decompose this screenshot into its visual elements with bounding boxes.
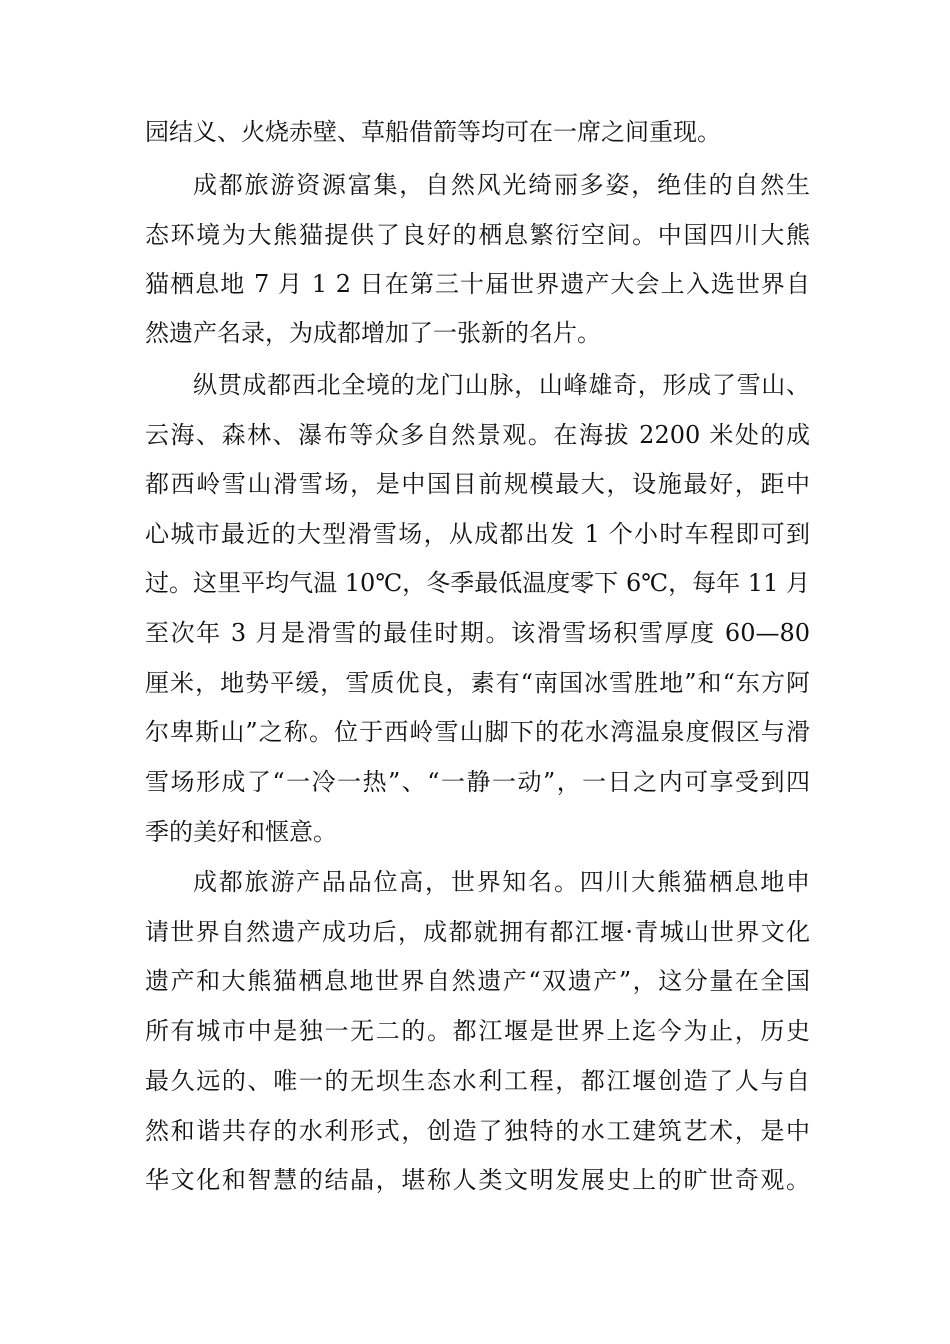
text-line: 雪场形成了“一冷一热”、“一静一动”，一日之内可享受到四 <box>145 768 810 796</box>
text-line: 猫栖息地 7 月 1 2 日在第三十届世界遗产大会上入选世界自 <box>145 270 810 298</box>
text-line: 然和谐共存的水利形式，创造了独特的水工建筑艺术，是中 <box>145 1117 810 1145</box>
text-line: 遗产和大熊猫栖息地世界自然遗产“双遗产”，这分量在全国 <box>145 967 810 995</box>
text-line: 最久远的、唯一的无坝生态水利工程，都江堰创造了人与自 <box>145 1067 810 1095</box>
text-line: 园结义、火烧赤壁、草船借箭等均可在一席之间重现。 <box>145 118 721 146</box>
paragraph-first-line: 纵贯成都西北全境的龙门山脉，山峰雄奇，形成了雪山、 <box>193 371 810 399</box>
paragraph-first-line: 成都旅游产品品位高，世界知名。四川大熊猫栖息地申 <box>193 868 810 896</box>
text-line: 尔卑斯山”之称。位于西岭雪山脚下的花水湾温泉度假区与滑 <box>145 718 810 746</box>
text-line: 华文化和智慧的结晶，堪称人类文明发展史上的旷世奇观。 <box>145 1166 810 1194</box>
text-line: 然遗产名录，为成都增加了一张新的名片。 <box>145 319 601 347</box>
text-line: 季的美好和惬意。 <box>145 818 337 846</box>
text-line: 心城市最近的大型滑雪场，从成都出发 1 个小时车程即可到 <box>145 520 810 548</box>
text-line: 云海、森林、瀑布等众多自然景观。在海拔 2200 米处的成 <box>145 421 810 449</box>
text-line: 所有城市中是独一无二的。都江堰是世界上迄今为止，历史 <box>145 1017 810 1045</box>
text-line: 过。这里平均气温 10℃，冬季最低温度零下 6℃，每年 11 月 <box>145 569 810 597</box>
text-line: 至次年 3 月是滑雪的最佳时期。该滑雪场积雪厚度 60—80 <box>145 619 810 647</box>
text-line: 都西岭雪山滑雪场，是中国目前规模最大，设施最好，距中 <box>145 470 810 498</box>
text-line: 态环境为大熊猫提供了良好的栖息繁衍空间。中国四川大熊 <box>145 221 810 249</box>
text-line: 厘米，地势平缓，雪质优良，素有“南国冰雪胜地”和“东方阿 <box>145 669 810 697</box>
paragraph-first-line: 成都旅游资源富集，自然风光绮丽多姿，绝佳的自然生 <box>193 171 810 199</box>
text-line: 请世界自然遗产成功后，成都就拥有都江堰·青城山世界文化 <box>145 918 810 946</box>
